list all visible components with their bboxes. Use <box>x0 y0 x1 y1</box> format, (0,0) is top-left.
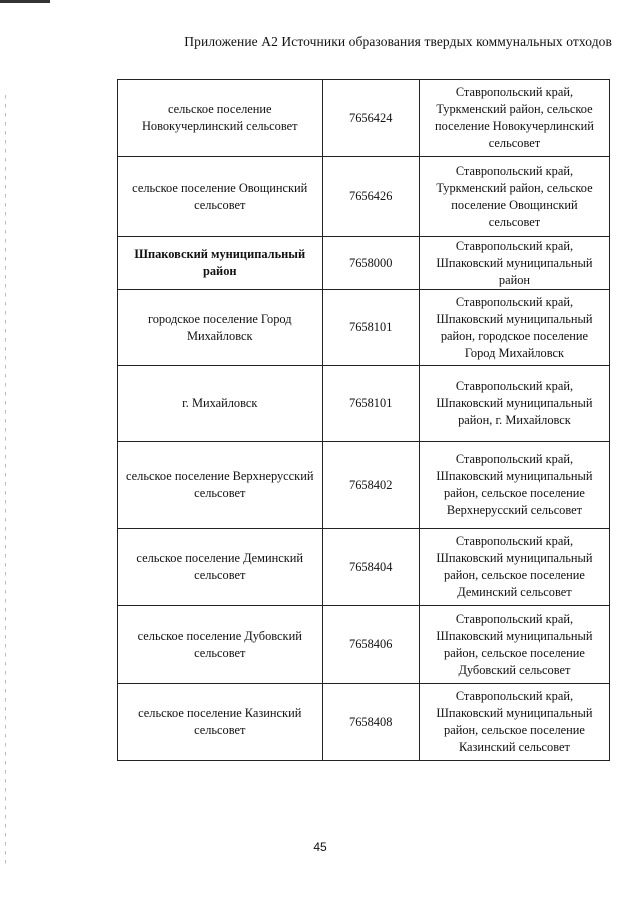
address-cell: Ставропольский край, Шпаковский муниципальный район, городское поселение Город Михайловск <box>419 290 609 366</box>
oktmo-code-cell: 7658101 <box>322 290 419 366</box>
table-row <box>118 529 610 606</box>
settlement-name-cell: сельское поселение Казинский сельсовет <box>118 684 323 761</box>
settlement-name-cell: городское поселение Город Михайловск <box>118 290 323 366</box>
scan-corner-mark <box>0 0 50 3</box>
oktmo-code-cell: 7658408 <box>322 684 419 761</box>
oktmo-code-cell: 7656426 <box>322 157 419 237</box>
settlement-name-cell: сельское поселение Овощинский сельсовет <box>118 157 323 237</box>
table-row <box>118 684 610 761</box>
table-row <box>118 606 610 684</box>
settlement-name-cell: сельское поселение Верхнерусский сельсовет <box>118 442 323 529</box>
settlement-name-cell: сельское поселение Дубовский сельсовет <box>118 606 323 684</box>
address-cell: Ставропольский край, Туркменский район, сельское поселение Новокучерлинский сельсовет <box>419 80 609 157</box>
table-row <box>118 290 610 366</box>
oktmo-code-cell: 7658402 <box>322 442 419 529</box>
table-row <box>118 237 610 290</box>
oktmo-code-cell: 7658406 <box>322 606 419 684</box>
address-cell: Ставропольский край, Шпаковский муниципальный район, сельское поселение Деминский сельсовет <box>419 529 609 606</box>
table-body <box>118 80 610 761</box>
address-cell: Ставропольский край, Шпаковский муниципальный район, сельское поселение Казинский сельсовет <box>419 684 609 761</box>
settlement-name-cell: г. Михайловск <box>118 366 323 442</box>
table-row <box>118 80 610 157</box>
page-header-title: Приложение А2 Источники образования твердых коммунальных отходов <box>184 34 612 49</box>
waste-sources-table <box>117 79 610 761</box>
address-cell: Ставропольский край, Шпаковский муниципальный район <box>419 237 609 290</box>
address-cell: Ставропольский край, Туркменский район, сельское поселение Овощинский сельсовет <box>419 157 609 237</box>
address-cell: Ставропольский край, Шпаковский муниципальный район, сельское поселение Дубовский сельсовет <box>419 606 609 684</box>
page-number: 45 <box>313 840 327 854</box>
address-cell: Ставропольский край, Шпаковский муниципальный район, сельское поселение Верхнерусский сельсовет <box>419 442 609 529</box>
settlement-name-cell: сельское поселение Новокучерлинский сельсовет <box>118 80 323 157</box>
oktmo-code-cell: 7658101 <box>322 366 419 442</box>
table-row <box>118 157 610 237</box>
address-cell: Ставропольский край, Шпаковский муниципальный район, г. Михайловск <box>419 366 609 442</box>
oktmo-code-cell: 7658000 <box>322 237 419 290</box>
table-row <box>118 442 610 529</box>
scan-margin-dots <box>5 95 6 865</box>
oktmo-code-cell: 7656424 <box>322 80 419 157</box>
settlement-name-cell: сельское поселение Деминский сельсовет <box>118 529 323 606</box>
table-row <box>118 366 610 442</box>
district-name-cell: Шпаковский муниципальный район <box>118 237 323 290</box>
oktmo-code-cell: 7658404 <box>322 529 419 606</box>
